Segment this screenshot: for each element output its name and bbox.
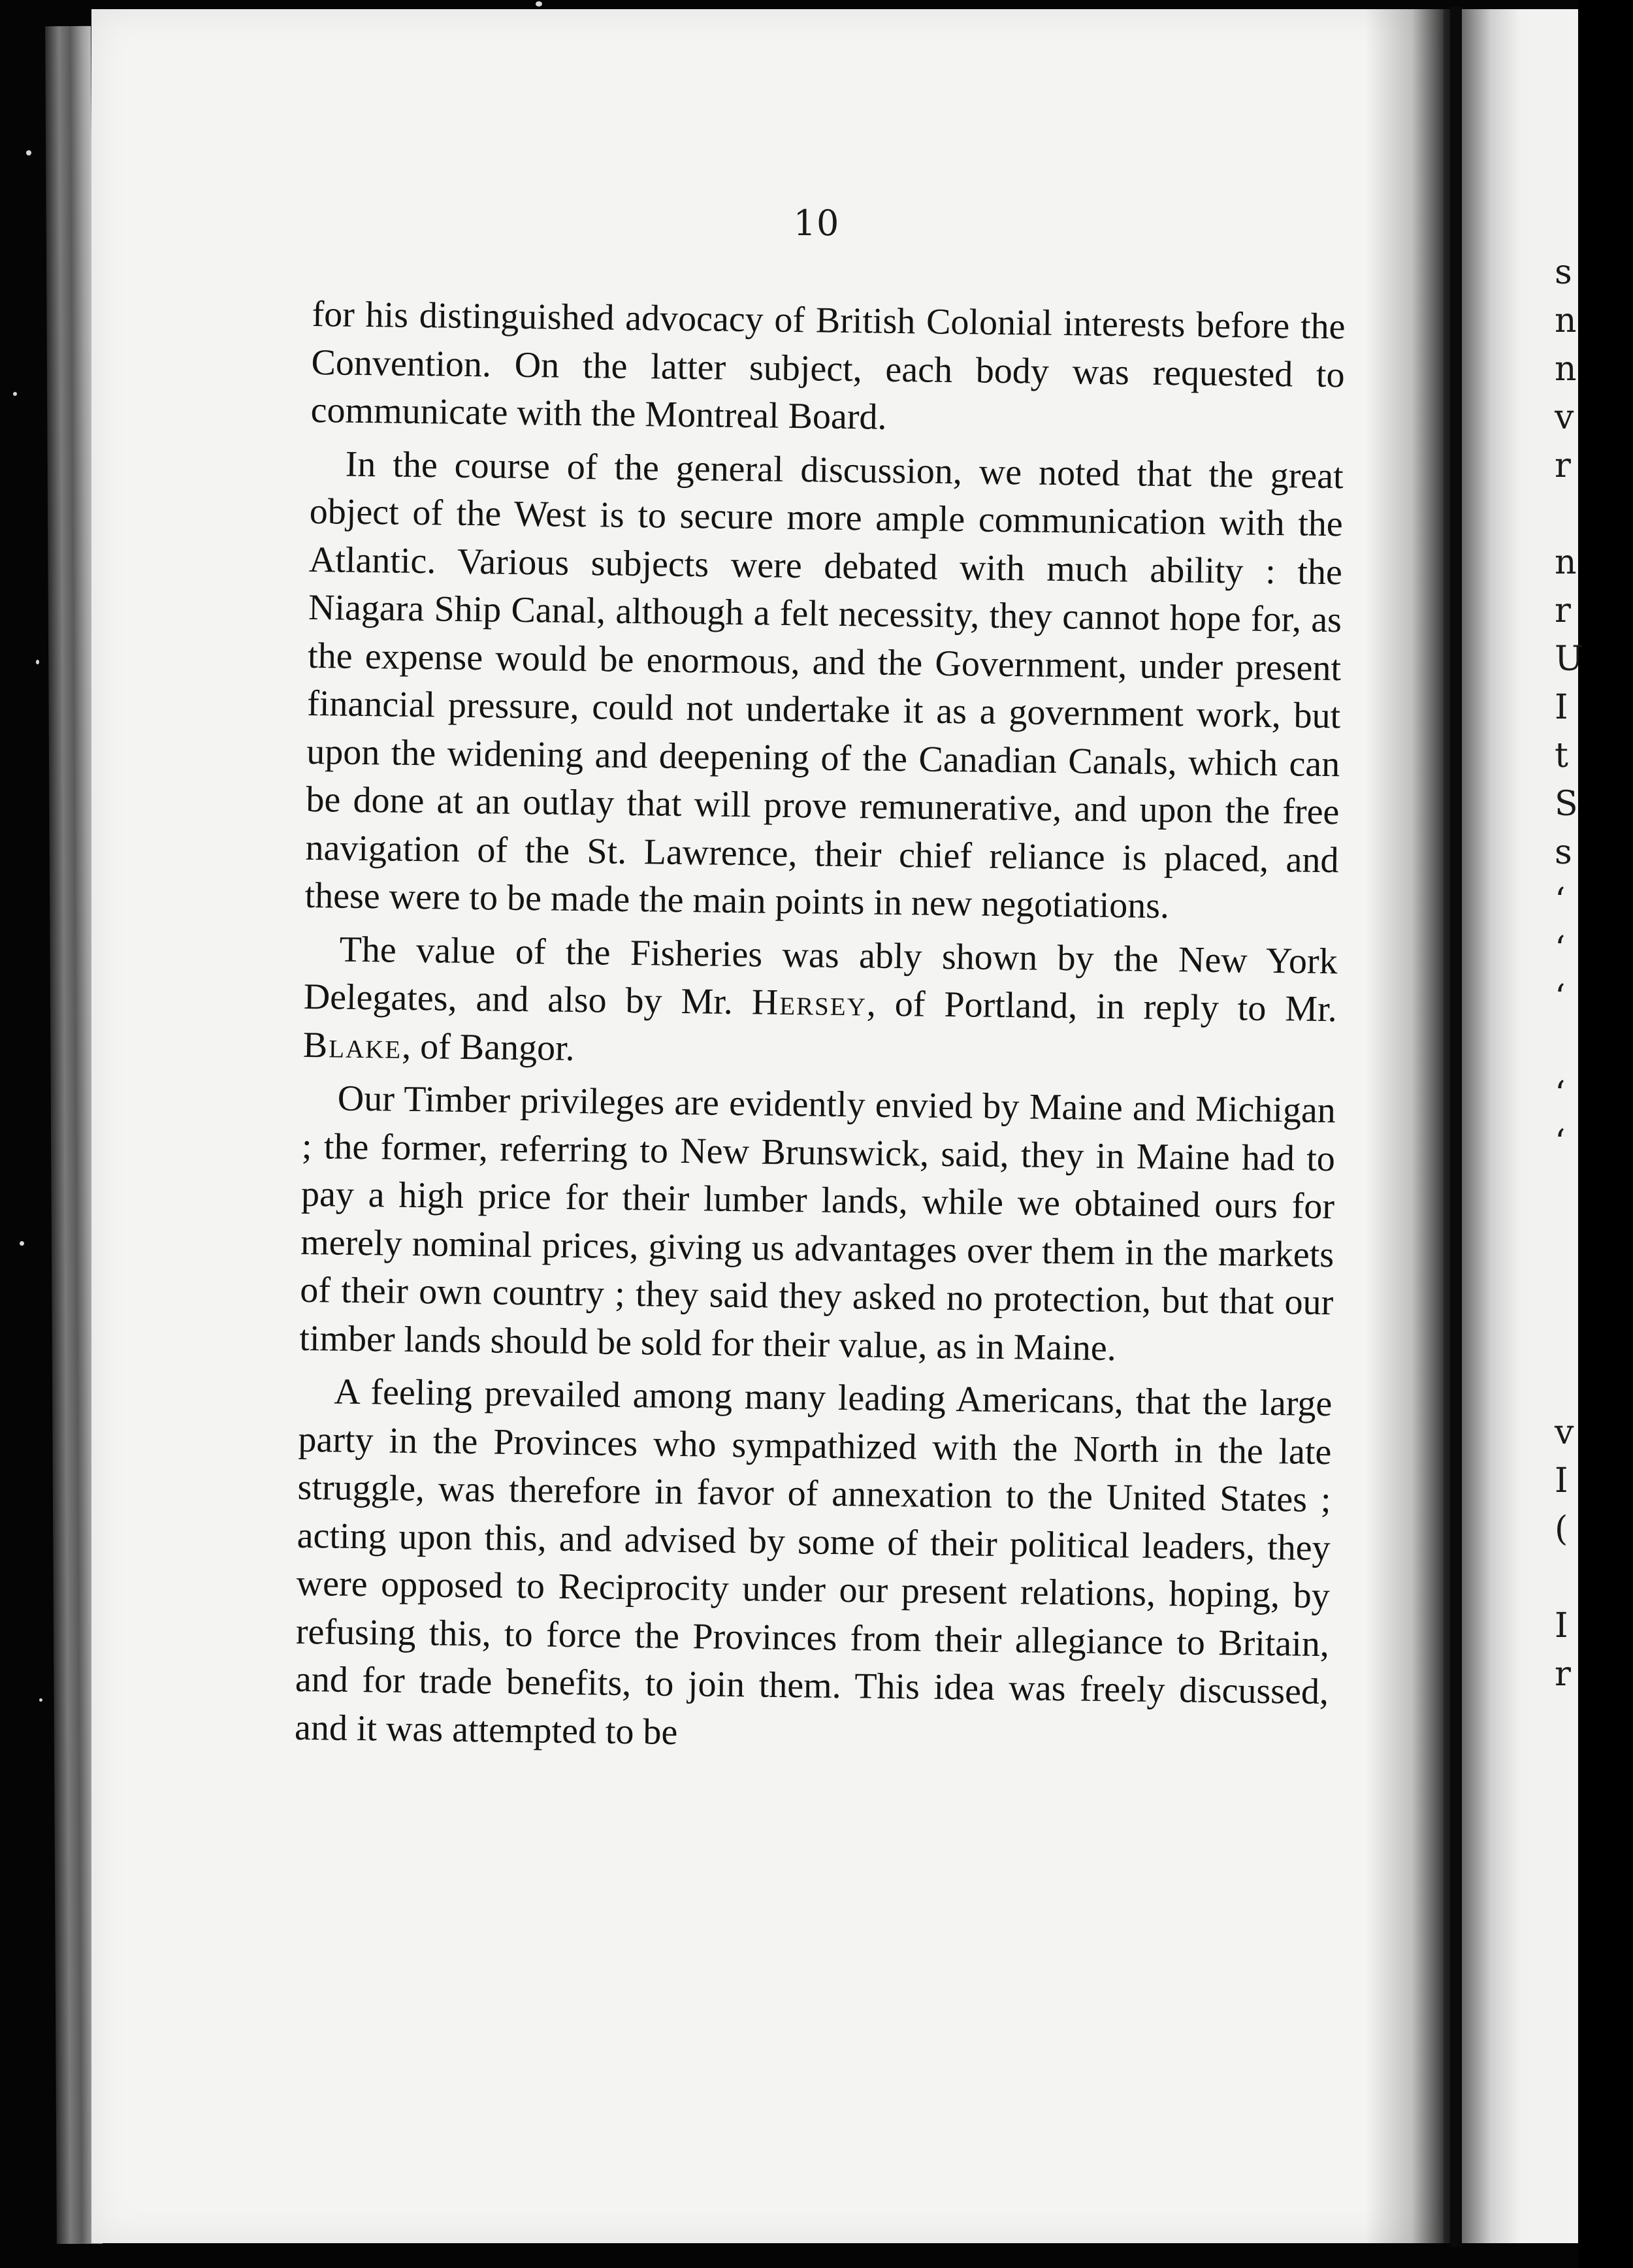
facing-page-fragment: ‘ bbox=[1555, 978, 1566, 1017]
facing-page-fragment: v bbox=[1555, 1413, 1574, 1452]
facing-page-fragment bbox=[1555, 1022, 1578, 1070]
facing-page-fragment: r bbox=[1555, 1655, 1571, 1694]
facing-page-fragment: r bbox=[1555, 446, 1571, 485]
facing-page-fragment: I bbox=[1555, 1461, 1568, 1500]
facing-page-fragment: s bbox=[1555, 833, 1572, 872]
facing-page-fragment: ‘ bbox=[1555, 930, 1566, 969]
proper-name: Blake bbox=[302, 1024, 402, 1067]
scan-speck bbox=[13, 392, 17, 396]
paragraph: In the course of the general discussion, we noted that the great object of the West is to secure more ample communication with the Atlantic. Various subjects were debated with much ability : the Niagara Ship Canal, although a felt necessity, they cannot hope for, as the expense would be enormous, and the Government, under present financial pressure, could not undertake it as a government work, but upon the widening and deepening of the Canadian Canals, which can be done at an outlay that will prove remunerative, and upon the free navigation of the St. Lawrence, their chief reliance is placed, and these were to be made the main points in new negotiations. bbox=[304, 444, 1344, 927]
facing-page-fragment: ( bbox=[1555, 1510, 1568, 1549]
facing-page-fragment: n bbox=[1555, 301, 1577, 340]
scan-speck bbox=[36, 660, 39, 664]
facing-page-fragment bbox=[1555, 1215, 1578, 1263]
facing-page-fragment: ‘ bbox=[1555, 881, 1566, 920]
facing-page-fragment: n bbox=[1555, 543, 1577, 582]
paragraph-text: The value of the Fisheries was ably shown by the New York Delegates, and also by Mr. bbox=[303, 929, 1338, 1023]
facing-page-fragment bbox=[1555, 1167, 1578, 1215]
scan-speck bbox=[20, 1241, 24, 1246]
facing-page-fragment: s bbox=[1555, 253, 1572, 292]
body-text bbox=[295, 291, 1346, 1764]
paragraph: A feeling prevailed among many leading Americans, that the large party in the Provinces who sympathized with the North in the late struggle, was therefore in favor of annexation to the United States ; acting upon this, and advised by some of their political leaders, they were opposed to Reciprocity under our present relations, hoping, by refusing this, to force the Provinces from their allegiance to Britain, and for trade benefits, to join them. This idea was freely discussed, and it was attempted to be bbox=[294, 1371, 1333, 1753]
paragraph-text: , of Portland, in reply to Mr. bbox=[866, 983, 1338, 1030]
facing-page-fragment: ‘ bbox=[1555, 1123, 1566, 1162]
proper-name: Hersey bbox=[751, 982, 867, 1024]
scan-speck bbox=[536, 1, 542, 7]
facing-page-fragment bbox=[1555, 1263, 1578, 1312]
scan-speck bbox=[39, 1698, 42, 1702]
paragraph: for his distinguished advocacy of British Colonial interests before the Convention. On the latter subject, each body was requested to communicate with the Montreal Board. bbox=[310, 293, 1346, 438]
facing-page-fragment: r bbox=[1555, 591, 1571, 630]
paragraph bbox=[302, 925, 1338, 1082]
facing-page-fragment bbox=[1555, 1360, 1578, 1408]
facing-page-text-fragments bbox=[1555, 248, 1583, 1698]
facing-page-fragment: S bbox=[1555, 785, 1578, 824]
facing-page-fragment: I bbox=[1555, 1606, 1568, 1645]
paragraph-text: , of Bangor. bbox=[401, 1026, 575, 1069]
facing-page-fragment bbox=[1555, 1553, 1578, 1602]
facing-page-fragment: t bbox=[1555, 736, 1568, 775]
scan-speck bbox=[26, 150, 31, 155]
facing-page-fragment bbox=[1555, 1312, 1578, 1360]
facing-page-fragment: n bbox=[1555, 349, 1577, 389]
page-number: 10 bbox=[793, 202, 840, 244]
gutter-line bbox=[1450, 7, 1462, 2247]
paragraph: Our Timber privileges are evidently envied by Maine and Michigan ; the former, referring to New Brunswick, said, they in Maine had to pay a high price for their lumber lands, while we obtained ours for merely nominal prices, giving us advantages over them in the markets of their own country ; they said they asked no protection, but that our timber lands should be sold for their value, as in Maine. bbox=[299, 1078, 1336, 1369]
facing-page-fragment: ‘ bbox=[1555, 1075, 1566, 1114]
facing-page-fragment: I bbox=[1555, 688, 1568, 727]
facing-page-fragment: v bbox=[1555, 398, 1574, 437]
gutter-shadow bbox=[1365, 9, 1450, 2243]
facing-page-fragment bbox=[1555, 490, 1578, 538]
facing-page-fragment: U bbox=[1555, 640, 1583, 679]
